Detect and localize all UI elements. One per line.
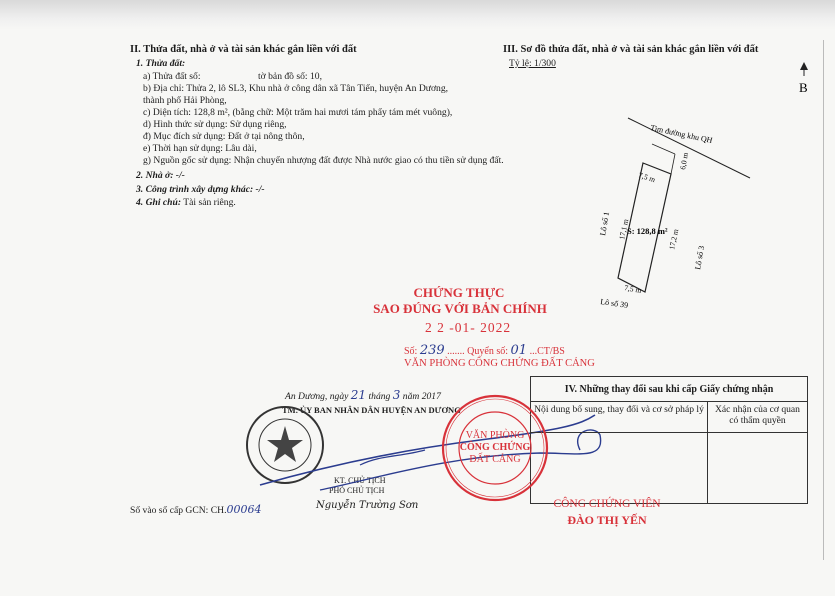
signing-month-label: tháng [368, 391, 391, 402]
notary-seal-line2: CÔNG CHỨNG [459, 442, 531, 453]
address-line-2: thành phố Hải Phòng, [143, 95, 227, 106]
section4-confirm-cell [708, 433, 808, 504]
cert-quyen-suffix: CT/BS [537, 346, 565, 357]
page-edge-line [823, 40, 824, 560]
usage-purpose: đ) Mục đích sử dụng: Đất ở tại nông thôn, [143, 131, 305, 142]
changes-table [530, 376, 808, 504]
cert-number-line [404, 343, 565, 358]
north-label: B [799, 80, 808, 95]
cert-quyen-label: Quyển số: [467, 346, 509, 357]
cert-date: 2 2 -01- 2022 [425, 320, 512, 335]
lot-3-label: Lô số 3 [693, 245, 707, 271]
dim-left: 17,1 m [617, 218, 631, 241]
dim-6: 6,0 m [678, 151, 690, 171]
section4-col2-line1: Xác nhận của cơ quan [715, 404, 800, 415]
section4-col2-line2: có thẩm quyền [729, 415, 786, 426]
cert-so-value: 239 [419, 343, 445, 358]
note-value: Tài sản riêng. [183, 197, 236, 208]
signing-year: năm 2017 [402, 391, 441, 402]
dim-line-top [652, 144, 675, 154]
road-label: Tim đường khu QH [649, 123, 714, 146]
dim-line-6 [671, 154, 675, 174]
usage-origin: g) Nguồn gốc sử dụng: Nhận chuyển nhượng đất được Nhà nước giao có thu tiền sử dụng đất. [143, 155, 504, 166]
scale-label: Tỷ lệ: 1/300 [509, 58, 556, 69]
dim-top: 7,5 m [637, 170, 657, 185]
section3-title: III. Sơ đồ thửa đất, nhà ở và tài sản khác gắn liền với đất [503, 44, 759, 55]
other-works-line: 3. Công trình xây dựng khác: -/- [136, 184, 265, 195]
gcn-number-line [130, 504, 261, 517]
lot-1-label: Lô số 1 [598, 211, 612, 237]
dim-bottom: 7,5 m [623, 283, 643, 295]
signing-role: PHÓ CHỦ TỊCH [329, 486, 385, 495]
notary-title: CÔNG CHỨNG VIÊN [553, 498, 661, 510]
cert-dots-2: ... [529, 346, 538, 357]
area-label: S: 128,8 m² [627, 226, 668, 236]
notary-seal-text [456, 430, 534, 466]
usage-form: d) Hình thức sử dụng: Sử dụng riêng, [143, 119, 287, 130]
gcn-value: 00064 [226, 503, 262, 516]
signing-month: 3 [392, 388, 401, 402]
section2-h1: 1. Thửa đất: [136, 58, 186, 69]
map-sheet-number: tờ bản đồ số: 10, [258, 71, 322, 82]
notary-name: ĐÀO THỊ YẾN [567, 513, 647, 527]
signing-org: TM. ỦY BAN NHÂN DÂN HUYỆN AN DƯƠNG [282, 405, 461, 415]
address-line-1: b) Địa chỉ: Thửa 2, lô SL3, Khu nhà ở công dân xã Tân Tiến, huyện An Dương, [143, 83, 449, 94]
cert-office: VĂN PHÒNG CÔNG CHỨNG ĐẤT CẢNG [404, 358, 595, 369]
house-line: 2. Nhà ở: -/- [136, 170, 185, 181]
note-line [136, 197, 236, 209]
signing-name: Nguyễn Trường Sơn [316, 500, 419, 511]
cert-so-label: Số: [404, 346, 418, 357]
north-arrow [800, 62, 808, 76]
section4-title: IV. Những thay đổi sau khi cấp Giấy chứng nhận [531, 377, 808, 402]
section4-content-cell [531, 433, 708, 504]
signing-day: 21 [350, 388, 367, 402]
cert-title-1: CHỨNG THỰC [413, 285, 505, 300]
section2-title: II. Thửa đất, nhà ở và tài sản khác gắn liền với đất [130, 44, 357, 55]
section4-col1: Nội dung bổ sung, thay đổi và cơ sở pháp lý [531, 402, 708, 433]
dim-right: 17,2 m [667, 228, 681, 251]
notary-seal-line3: ĐẤT CẢNG [469, 454, 521, 465]
note-label: 4. Ghi chú: [136, 197, 182, 208]
parcel-diagram [560, 60, 820, 310]
cert-title-2: SAO ĐÚNG VỚI BẢN CHÍNH [373, 301, 547, 316]
cert-dots-1: ....... [447, 346, 465, 357]
cert-quyen-value: 01 [510, 343, 528, 358]
gcn-label: Số vào sổ cấp GCN: CH. [130, 505, 227, 516]
section4-col2 [708, 402, 808, 433]
scan-shadow [0, 0, 835, 30]
usage-term: e) Thời hạn sử dụng: Lâu dài, [143, 143, 257, 154]
parcel-number: a) Thửa đất số: [143, 71, 201, 82]
notary-seal-line1: VĂN PHÒNG [465, 430, 525, 441]
area-line: c) Diện tích: 128,8 m², (bằng chữ: Một trăm hai mươi tám phẩy tám mét vuông), [143, 107, 453, 118]
lot-39-label: Lô số 39 [599, 297, 629, 310]
road-centerline [628, 118, 750, 178]
signing-place: An Dương, ngày [285, 391, 349, 402]
signing-kt: KT. CHỦ TỊCH [334, 476, 386, 485]
